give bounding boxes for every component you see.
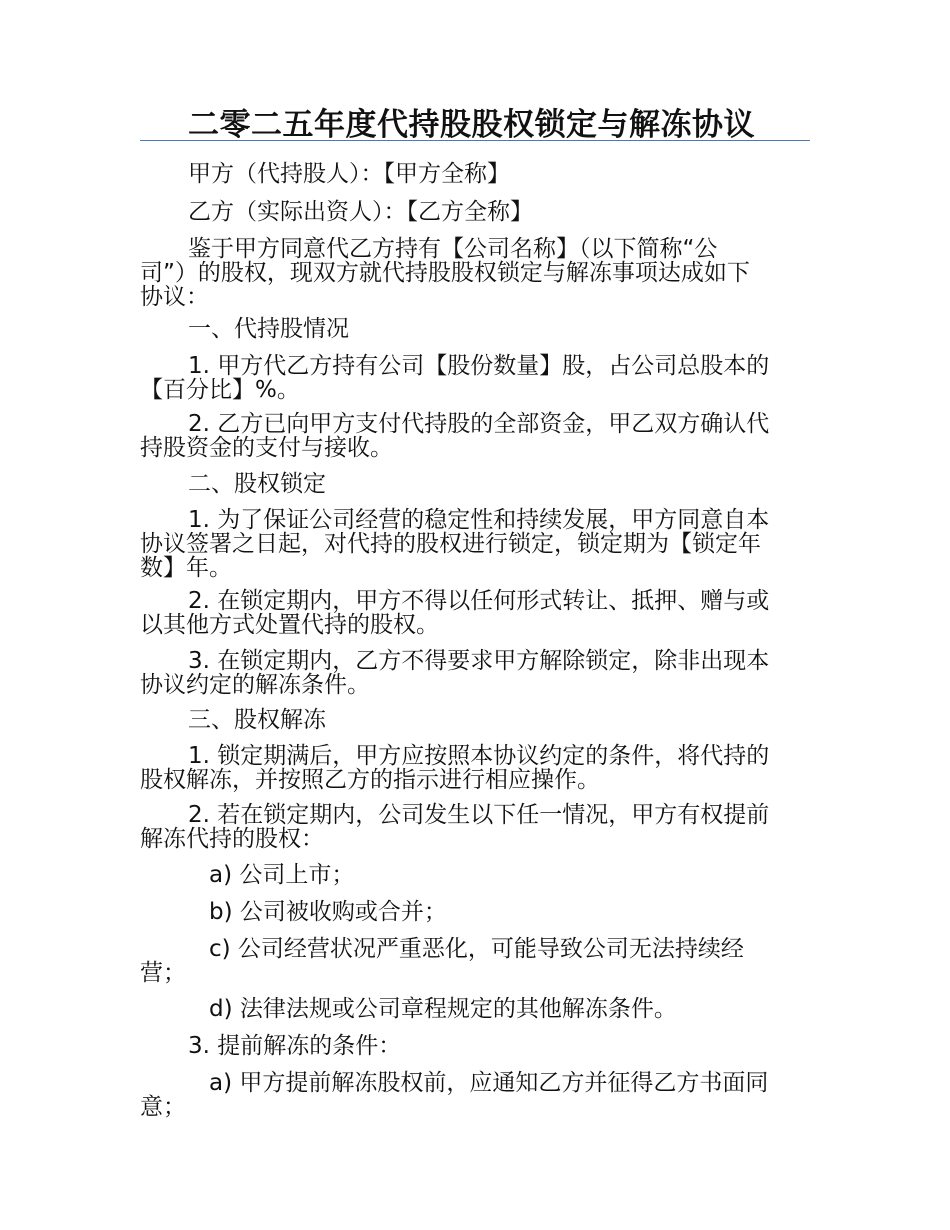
section-1-heading: 一、代持股情况: [188, 316, 349, 342]
party-a-line: 甲方（代持股人）：【甲方全称】: [188, 161, 510, 187]
section-3-item-3: 3. 提前解冻的条件：: [188, 1033, 402, 1059]
section-2-item-1: 1. 为了保证公司经营的稳定性和持续发展，甲方同意自本 协议签署之日起，对代持的股权进行锁定，锁定期为【锁定年 数】年。: [140, 507, 770, 581]
section-2-item-2: 2. 在锁定期内，甲方不得以任何形式转让、抵押、赠与或 以其他方式处置代持的股权。: [140, 588, 770, 638]
preamble-paragraph: 鉴于甲方同意代乙方持有【公司名称】（以下简称“公 司”）的股权，现双方就代持股股权锁定与解冻事项达成如下 协议：: [140, 236, 750, 310]
unfreeze-case-a: a) 公司上市；: [209, 862, 355, 888]
section-2-heading: 二、股权锁定: [188, 471, 326, 497]
party-b-line: 乙方（实际出资人）：【乙方全称】: [188, 199, 533, 225]
unfreeze-case-d: d) 法律法规或公司章程规定的其他解冻条件。: [209, 996, 677, 1022]
section-3-heading: 三、股权解冻: [188, 707, 326, 733]
unfreeze-case-c: c) 公司经营状况严重恶化，可能导致公司无法持续经 营；: [140, 936, 744, 986]
unfreeze-case-b: b) 公司被收购或合并；: [209, 899, 447, 925]
section-1-item-2: 2. 乙方已向甲方支付代持股的全部资金，甲乙双方确认代 持股资金的支付与接收。: [140, 411, 770, 461]
section-1-item-1: 1. 甲方代乙方持有公司【股份数量】股，占公司总股本的 【百分比】%。: [140, 353, 770, 403]
section-3-item-1: 1. 锁定期满后，甲方应按照本协议约定的条件，将代持的 股权解冻，并按照乙方的指示进行相应操作。: [140, 743, 770, 793]
section-2-item-3: 3. 在锁定期内，乙方不得要求甲方解除锁定，除非出现本 协议约定的解冻条件。: [140, 648, 770, 698]
early-unfreeze-condition-a: a) 甲方提前解冻股权前，应通知乙方并征得乙方书面同 意；: [140, 1070, 769, 1120]
title-underline: [140, 140, 810, 141]
section-3-item-2: 2. 若在锁定期内，公司发生以下任一情况，甲方有权提前 解冻代持的股权：: [140, 802, 770, 852]
document-title: 二零二五年度代持股股权锁定与解冻协议: [188, 107, 755, 143]
